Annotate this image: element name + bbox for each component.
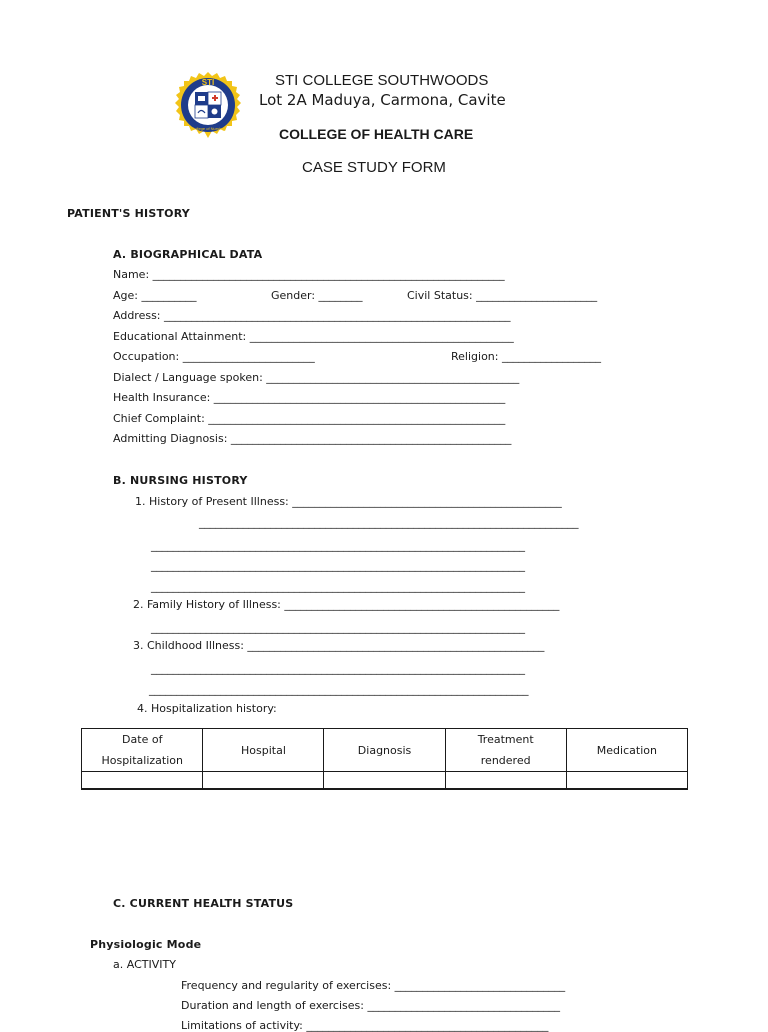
section-c-title: C. CURRENT HEALTH STATUS — [113, 897, 294, 910]
section-a-title: A. BIOGRAPHICAL DATA — [113, 248, 263, 261]
date-header: Date of Hospitalization — [82, 729, 203, 772]
family-illness-field[interactable]: 2. Family History of Illness: __________________________________________________ — [133, 598, 560, 611]
section-b-title: B. NURSING HISTORY — [113, 474, 248, 487]
activity-heading: a. ACTIVITY — [113, 958, 176, 971]
present-illness-line[interactable]: ____________________________________________________________________ — [151, 559, 525, 572]
logo-shield — [195, 92, 221, 118]
treatment-header: Treatment rendered — [445, 729, 566, 772]
childhood-illness-line[interactable]: _____________________________________________________________________ — [149, 683, 529, 696]
school-address: Lot 2A Maduya, Carmona, Cavite — [259, 91, 506, 109]
hospital-header: Hospital — [203, 729, 324, 772]
frequency-field[interactable]: Frequency and regularity of exercises: _______________________________ — [181, 979, 566, 992]
civil-status-field[interactable]: Civil Status: ______________________ — [407, 289, 598, 302]
admitting-diagnosis-field[interactable]: Admitting Diagnosis: ___________________________________________________ — [113, 432, 512, 445]
hospitalization-table — [81, 728, 688, 790]
college-name: COLLEGE OF HEALTH CARE — [279, 126, 474, 142]
table-header-row — [82, 729, 688, 772]
present-illness-line[interactable]: ____________________________________________________________________ — [151, 580, 525, 593]
diagnosis-header: Diagnosis — [324, 729, 445, 772]
present-illness-line[interactable]: _____________________________________________________________________ — [199, 516, 579, 529]
table-row — [82, 772, 688, 790]
childhood-illness-line[interactable]: ____________________________________________________________________ — [151, 662, 525, 675]
table-cell[interactable] — [324, 772, 445, 790]
duration-field[interactable]: Duration and length of exercises: ___________________________________ — [181, 999, 560, 1012]
education-field[interactable]: Educational Attainment: ________________________________________________ — [113, 330, 514, 343]
present-illness-field[interactable]: 1. History of Present Illness: _________________________________________________ — [135, 495, 562, 508]
age-field[interactable]: Age: __________ — [113, 289, 197, 302]
insurance-field[interactable]: Health Insurance: _____________________________________________________ — [113, 391, 506, 404]
address-field[interactable]: Address: _______________________________________________________________ — [113, 309, 511, 322]
chief-complaint-field[interactable]: Chief Complaint: ______________________________________________________ — [113, 412, 506, 425]
gender-field[interactable]: Gender: ________ — [271, 289, 363, 302]
logo-text-bottom: College of Nursing — [191, 126, 225, 131]
occupation-field[interactable]: Occupation: ________________________ — [113, 350, 315, 363]
table-cell[interactable] — [82, 772, 203, 790]
table-cell[interactable] — [203, 772, 324, 790]
table-cell[interactable] — [566, 772, 687, 790]
physiologic-mode-heading: Physiologic Mode — [90, 938, 202, 951]
school-name: STI COLLEGE SOUTHWOODS — [275, 72, 489, 89]
hospitalization-label: 4. Hospitalization history: — [137, 702, 277, 715]
school-logo — [175, 72, 241, 138]
dialect-field[interactable]: Dialect / Language spoken: ______________________________________________ — [113, 371, 520, 384]
present-illness-line[interactable]: ____________________________________________________________________ — [151, 539, 525, 552]
medication-header: Medication — [566, 729, 687, 772]
patients-history-heading: PATIENT'S HISTORY — [67, 207, 190, 220]
childhood-illness-field[interactable]: 3. Childhood Illness: ______________________________________________________ — [133, 639, 545, 652]
family-illness-line[interactable]: ____________________________________________________________________ — [151, 621, 525, 634]
limitations-field[interactable]: Limitations of activity: ____________________________________________ — [181, 1019, 549, 1032]
logo-text-top: STI — [201, 78, 215, 87]
table-cell[interactable] — [445, 772, 566, 790]
name-field[interactable]: Name: ________________________________________________________________ — [113, 268, 505, 281]
religion-field[interactable]: Religion: __________________ — [451, 350, 601, 363]
form-title: CASE STUDY FORM — [302, 159, 446, 176]
